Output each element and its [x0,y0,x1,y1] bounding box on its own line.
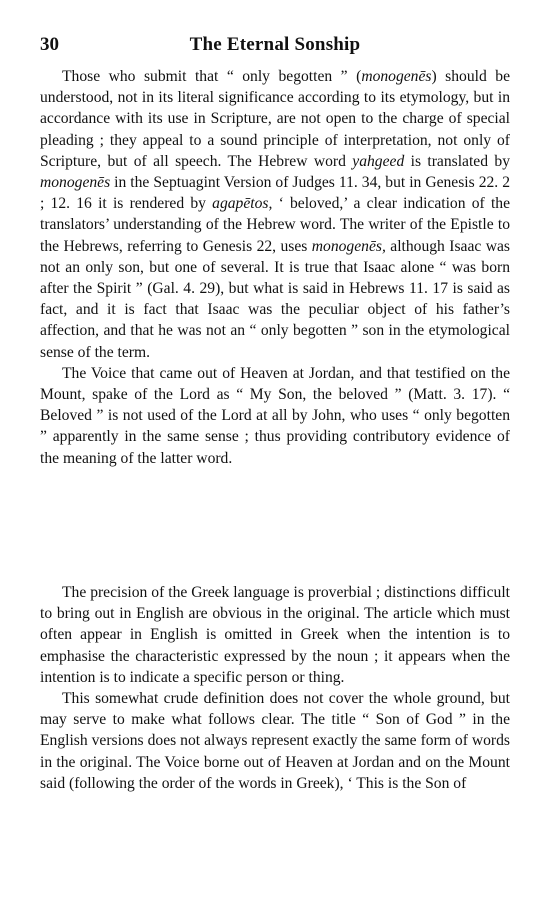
paragraph [40,688,510,794]
italic-term: monogenēs [361,68,432,85]
text-run: Those who submit that “ only begotten ” ( [62,68,362,85]
paragraph [40,363,510,469]
text-run: ) should be understood, not in its literal significance according to its etymology, but in accordance with its use in Scripture, are not open to the charge of special pleading ; they appeal to a sound principle of interpretation, not only of Scripture, but of all speech. The Hebrew word [40,68,510,170]
text-run: in the Septuagint Version of Judges 11. 34, but in Genesis 22. 2 ; 12. 16 it is rendered by [40,174,510,213]
text-run: although Isaac was not an only son, but one of several. It is true that Isaac alone “ was born after the Spirit ” (Gal. 4. 29), but what is said in Hebrews 11. 17 is said as fact, and it is fact that Isaac was the peculiar object of his father’s affection, and that he was not an “ only begotten ” son in the etymological sense of the term. [40,237,510,361]
paragraph [40,582,510,688]
text-block-upper [40,66,510,469]
text-block-lower [40,582,510,794]
text-run: The precision of the Greek language is proverbial ; distinctions difficult to bring out in English are obvious in the original. The article which must often appear in English is omitted in Greek when the intention is to emphasise the characteristic expressed by the noun ; it appears when the intention is to indicate a specific person or thing. [40,584,510,686]
text-run: ‘ beloved,’ a clear indication of the translators’ understanding of the Hebrew word. The writer of the Epistle to the Hebrews, referring to Genesis 22, uses [40,195,510,255]
page-header [40,34,510,58]
italic-term: yahgeed [352,152,405,170]
running-title: The Eternal Sonship [189,34,361,55]
italic-term: agapētos, [212,195,273,213]
paragraph [40,66,510,363]
page-number: 30 [40,34,59,55]
text-run: is translated by [404,152,511,170]
italic-term: monogenēs [40,174,111,192]
text-run: The Voice that came out of Heaven at Jordan, and that testified on the Mount, spake of the Lord as “ My Son, the beloved ” (Matt. 3. 17). “ Beloved ” is not used of the Lord at all by John, who uses “ only begotten ” apparently in the same sense ; thus providing contributory evidence of the meaning of the latter word. [40,364,510,467]
text-run: This somewhat crude definition does not cover the whole ground, but may serve to make what follows clear. The title “ Son of God ” in the English versions does not always represent exactly the same form of words in the original. The Voice borne out of Heaven at Jordan and on the Mount said (following the order of the words in Greek), ‘ This is the Son of [40,690,510,792]
italic-term: monogenēs, [311,237,386,255]
